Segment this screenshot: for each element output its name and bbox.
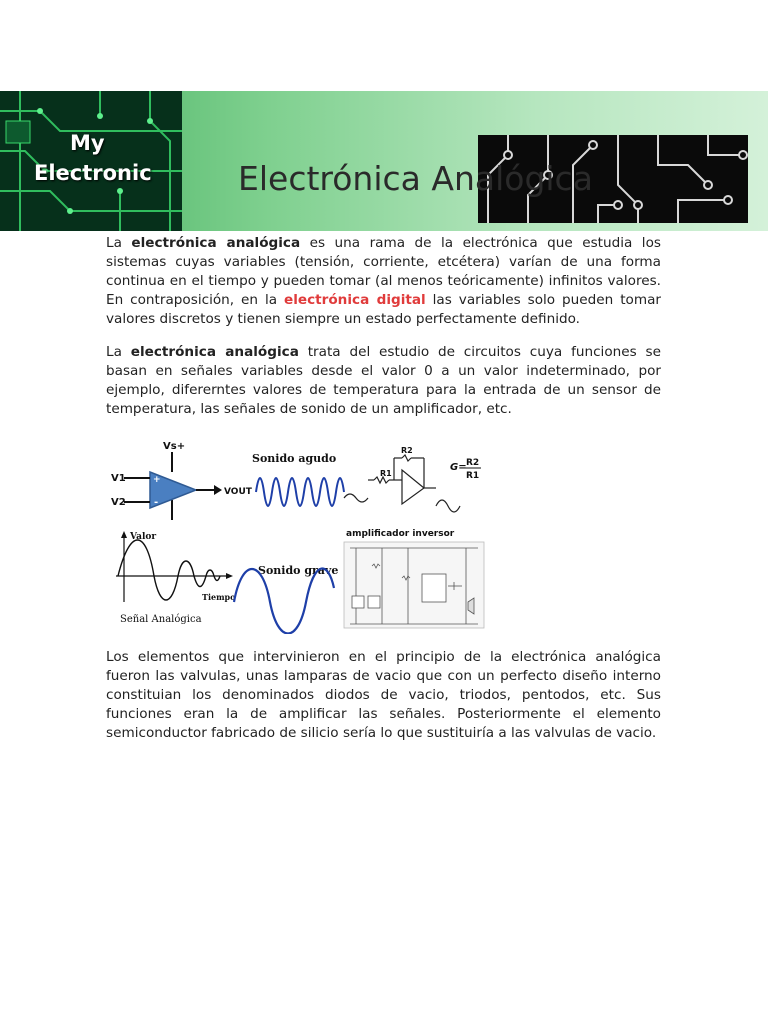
r1-label: R1 <box>380 469 392 478</box>
second-paragraph <box>106 343 661 419</box>
p2-bold-term: electrónica analógica <box>130 344 299 360</box>
header-banner <box>0 91 768 231</box>
analog-signals-figure <box>106 438 490 634</box>
v2-label: V2 <box>111 497 126 508</box>
plus-sign: + <box>153 475 161 485</box>
p1-text-3: las variables solo pueden tomar valores discretos y tienen siempre un estado perfectamente definido. <box>106 292 661 327</box>
gain-denominator: R1 <box>466 471 480 481</box>
low-pitch-wave <box>234 564 338 634</box>
r2-label: R2 <box>401 446 413 455</box>
electronica-digital-link[interactable]: electrónica digital <box>283 292 426 308</box>
p2-text-2: trata del estudio de circuitos cuya funciones se basan en señales variables desde el valor 0 a un valor indeterminado, por ejemplo, difererntes valores de temperatura para la entrada de un sensor de temperatura, las señales de sonido de un amplificador, etc. <box>106 344 661 417</box>
brand-circuit-image <box>0 91 182 231</box>
vout-label: VOUT <box>224 487 252 497</box>
p1-bold-term: electrónica analógica <box>131 235 301 251</box>
sonido-agudo-label: Sonido agudo <box>252 452 337 465</box>
v1-label: V1 <box>111 473 126 484</box>
vs-label: Vs+ <box>163 441 186 452</box>
senal-analogica-label: Señal Analógica <box>120 614 202 625</box>
intro-paragraph <box>106 234 661 329</box>
valor-label: Valor <box>130 532 157 542</box>
gain-numerator: R2 <box>466 458 480 468</box>
p1-text-2: es una rama de la electrónica que estudia los sistemas cuyas variables (tensión, corriente, etcétera) varían de una forma continua en el tiempo y pueden tomar (al menos teóricamente) infinitos valores. En contraposición, en la <box>106 235 661 308</box>
amplificador-inversor-label: amplificador inversor <box>346 529 455 539</box>
p1-text-1: La <box>106 235 132 251</box>
amplifier-circuit-schematic <box>344 529 484 628</box>
history-paragraph: Los elementos que intervinieron en el principio de la electrónica analógica fueron las valvulas, unas lamparas de vacio que con un perfecto diseño interno constituian los denominados diodos de vacio, triodos, pentodos, etc. Sus funciones eran la de amplificar las señales. Posteriormente el elemento semiconductor fabricado de silicio sería lo que sustituiría a las valvulas de vacio. <box>106 649 661 741</box>
brand-line-1: My <box>70 131 105 155</box>
op-amp-diagram <box>111 441 253 520</box>
brand-line-2: Electronic <box>34 161 152 185</box>
analog-signal-plot <box>116 531 236 625</box>
page-title: Electrónica Analógica <box>238 159 593 198</box>
high-pitch-wave <box>252 452 344 506</box>
tiempo-label: Tiempo <box>202 592 236 602</box>
p2-text-1: La <box>106 344 131 360</box>
sonido-grave-label: Sonido grave <box>258 564 339 577</box>
gain-g-label: G= <box>450 462 467 473</box>
minus-sign: - <box>154 497 159 508</box>
inverting-amplifier-schematic <box>344 455 460 512</box>
